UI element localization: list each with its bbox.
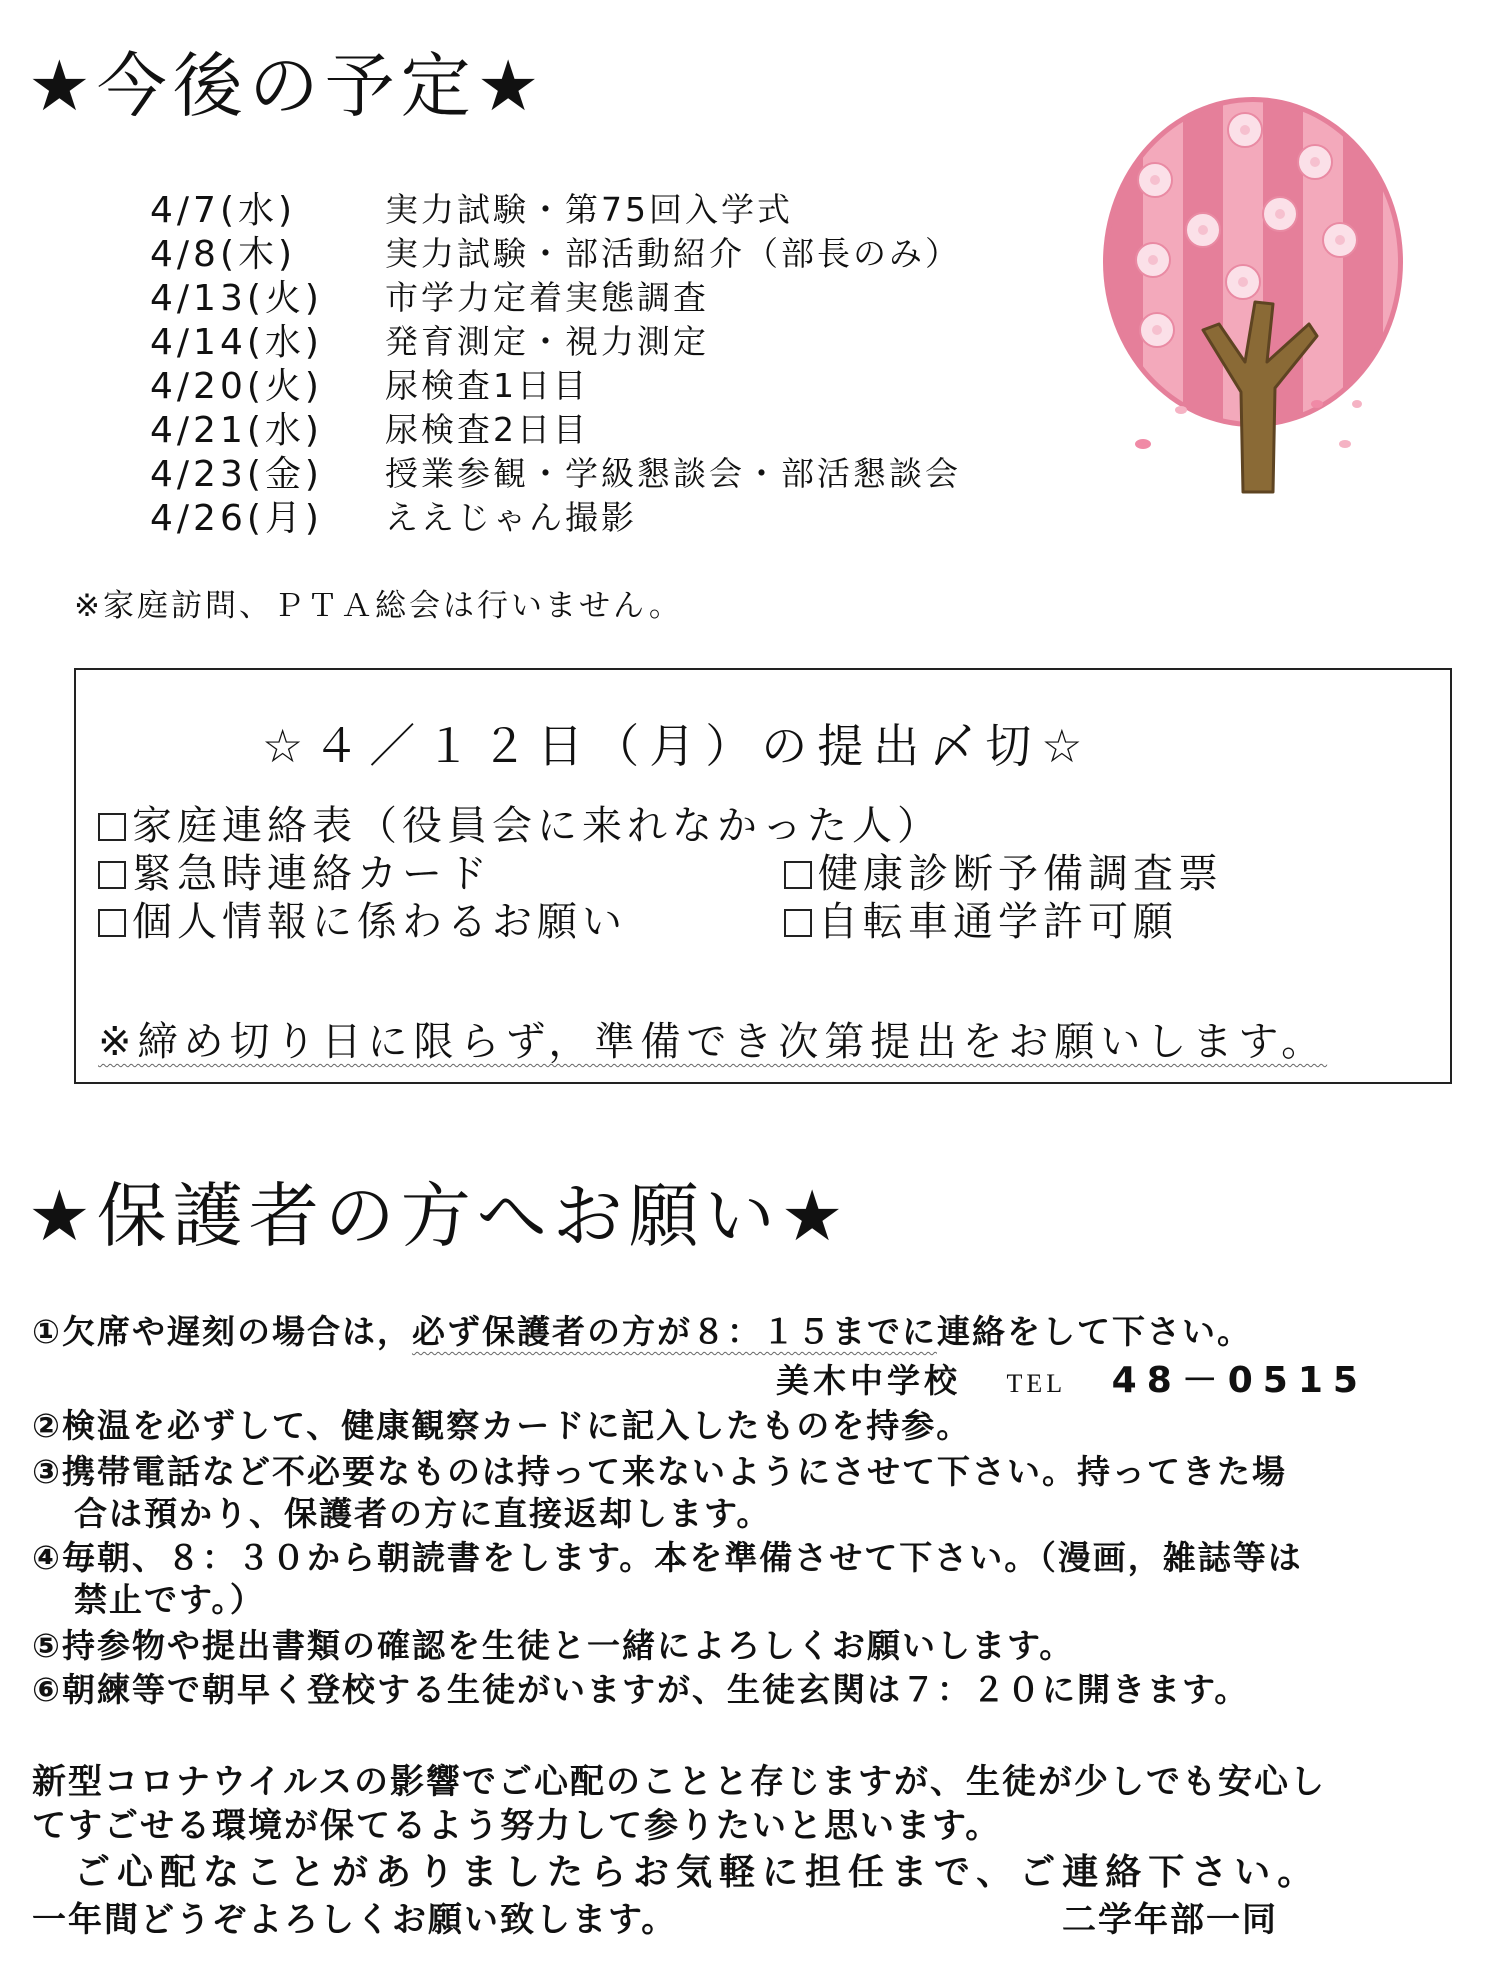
checkbox-icon: [784, 909, 812, 937]
checklist-item: 緊急時連絡カード: [98, 842, 492, 899]
closing-line: ご心配なことがありましたらお気軽に担任まで、ご連絡下さい。: [74, 1852, 1321, 1893]
schedule-date: 4/20(火): [150, 366, 323, 407]
deadline-note: ※締め切り日に限らず，準備でき次第提出をお願いします。: [98, 1019, 1328, 1065]
checkbox-icon: [98, 813, 126, 841]
schedule-event: 尿検査1日目: [385, 366, 589, 405]
schedule-date: 4/13(火): [150, 278, 323, 319]
request-item-4-cont: 禁止です。）: [74, 1580, 265, 1619]
closing-line: 一年間どうぞよろしくお願い致します。: [32, 1900, 678, 1940]
request-item-2: ②検温を必ずして、健康観察カードに記入したものを持参。: [32, 1406, 972, 1445]
schedule-heading: ★今後の予定★: [28, 45, 546, 127]
schedule-date: 4/26(月): [150, 498, 323, 539]
schedule-date: 4/8(木): [150, 234, 297, 275]
school-contact: 美木中学校 TEL 48－0515: [776, 1360, 1368, 1401]
schedule-date: 4/21(水): [150, 410, 323, 451]
schedule-note: ※家庭訪問、ＰＴＡ総会は行いません。: [74, 588, 683, 624]
schedule-event: 市学力定着実態調査: [385, 278, 709, 317]
checklist-item: 自転車通学許可願: [784, 890, 1178, 947]
checklist-item: 個人情報に係わるお願い: [98, 890, 627, 947]
request-item-6: ⑥朝練等で朝早く登校する生徒がいますが、生徒玄関は７：２０に開きます。: [32, 1670, 1250, 1709]
schedule-event: 実力試験・部活動紹介（部長のみ）: [385, 234, 961, 273]
request-item-1: ①欠席や遅刻の場合は，必ず保護者の方が８：１５までに連絡をして下さい。: [32, 1312, 1252, 1351]
request-item-5: ⑤持参物や提出書類の確認を生徒と一緒によろしくお願いします。: [32, 1626, 1075, 1665]
checkbox-icon: [784, 861, 812, 889]
cherry-tree-illustration: [1095, 92, 1415, 512]
schedule-date: 4/7(水): [150, 190, 297, 231]
schedule-event: ええじゃん撮影: [385, 498, 637, 537]
checkbox-icon: [98, 909, 126, 937]
schedule-event: 実力試験・第75回入学式: [385, 190, 793, 229]
closing-line: 新型コロナウイルスの影響でご心配のことと存じますが、生徒が少しでも安心し: [32, 1762, 1326, 1802]
request-item-3-cont: 合は預かり、保護者の方に直接返却します。: [74, 1494, 772, 1533]
schedule-event: 尿検査2日目: [385, 410, 589, 449]
deadline-box: [74, 668, 1452, 1084]
signature: 二学年部一同: [1062, 1900, 1278, 1940]
checkbox-icon: [98, 861, 126, 889]
closing-line: てすごせる環境が保てるよう努力して参りたいと思います。: [32, 1806, 1002, 1846]
checklist-item: 家庭連絡表（役員会に来れなかった人）: [98, 794, 942, 851]
schedule-event: 授業参観・学級懇談会・部活懇談会: [385, 454, 961, 493]
schedule-date: 4/23(金): [150, 454, 323, 495]
request-item-3: ③携帯電話など不必要なものは持って来ないようにさせて下さい。持ってきた場: [32, 1452, 1287, 1491]
checklist-item: 健康診断予備調査票: [784, 842, 1223, 899]
deadline-title: ☆４／１２日（月）の提出〆切☆: [262, 719, 1093, 773]
schedule-date: 4/14(水): [150, 322, 323, 363]
request-item-4: ④毎朝、８：３０から朝読書をします。本を準備させて下さい。（漫画，雑誌等は: [32, 1538, 1303, 1577]
requests-heading: ★保護者の方へお願い★: [28, 1175, 850, 1257]
schedule-event: 発育測定・視力測定: [385, 322, 709, 361]
